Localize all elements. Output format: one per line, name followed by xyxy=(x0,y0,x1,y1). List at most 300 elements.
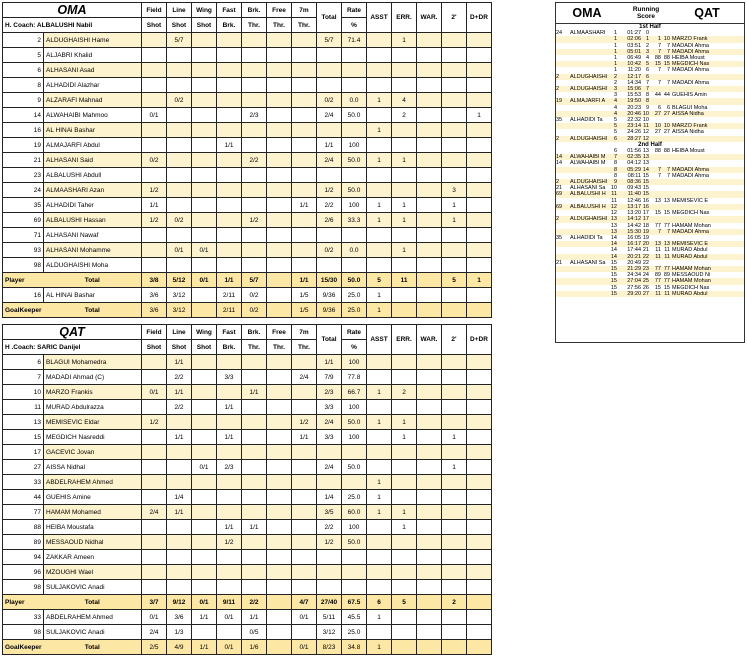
oma-scorer-name: ALMAJARFI A xyxy=(570,98,606,105)
qat-scorer-ref: 1 xyxy=(657,36,661,43)
stat-b xyxy=(242,243,267,258)
total-f: 3/7 xyxy=(142,595,167,610)
stat-wa xyxy=(417,550,442,565)
oma-score: 1 xyxy=(613,36,617,43)
player-number: 19 xyxy=(3,138,44,153)
stat-ft xyxy=(267,198,292,213)
qat-scorer-number: 6 xyxy=(666,104,670,111)
player-name: MESSAOUD Nidhal xyxy=(44,535,142,550)
event-time: 24:26 xyxy=(627,129,641,136)
oma-score: 3 xyxy=(613,92,617,99)
oma-score: 15 xyxy=(610,265,617,272)
oma-score: 15 xyxy=(610,259,617,266)
stat-t: 7/9 xyxy=(317,370,342,385)
qat-score: 11 xyxy=(643,123,649,130)
stat-a xyxy=(367,625,392,640)
oma-score: 1 xyxy=(613,55,617,62)
stat-a xyxy=(367,535,392,550)
stat-f xyxy=(142,490,167,505)
qat-score: 12 xyxy=(642,129,649,136)
stat-w xyxy=(192,505,217,520)
stat-e: 1 xyxy=(392,520,417,535)
qat-scorer-name: MADADI Ahma xyxy=(672,79,709,86)
stat-r xyxy=(342,258,367,273)
oma-scorer-name: ALHASANI Sa xyxy=(570,185,606,192)
stat-l xyxy=(167,460,192,475)
player-number: 21 xyxy=(3,153,44,168)
oma-scorer-number: 14 xyxy=(556,160,563,167)
stat-t xyxy=(317,550,342,565)
player-name: ALBALUSHI Abdull xyxy=(44,168,142,183)
stat-b: 2/3 xyxy=(242,108,267,123)
total-label: Total xyxy=(44,595,142,610)
stat-r xyxy=(342,228,367,243)
qat-scorer-ref: 7 xyxy=(657,166,661,173)
stat-tw: 1 xyxy=(442,213,467,228)
stat-l: 3/12 xyxy=(167,288,192,303)
qat-scorer-name: AISSA Nidha xyxy=(672,110,704,117)
player-number: 9 xyxy=(3,93,44,108)
stat-b xyxy=(242,48,267,63)
oma-scorer-number: 2 xyxy=(556,86,560,93)
oma-scorer-number: 21 xyxy=(556,185,563,192)
stat-r: 100 xyxy=(342,198,367,213)
stat-fb: 1/1 xyxy=(217,400,242,415)
player-name: MADADI Ahmad (C) xyxy=(44,370,142,385)
stat-w xyxy=(192,183,217,198)
total-fb: 2/11 xyxy=(217,303,242,318)
total-w xyxy=(192,303,217,318)
stat-ft xyxy=(267,33,292,48)
stat-b: 1/1 xyxy=(242,610,267,625)
stat-d xyxy=(467,138,492,153)
player-row xyxy=(3,33,492,48)
stat-t: 9/36 xyxy=(317,288,342,303)
stat-ft xyxy=(267,505,292,520)
stat-r: 50.0 xyxy=(342,535,367,550)
stat-s7: 1/1 xyxy=(292,430,317,445)
stat-b xyxy=(242,475,267,490)
coach-name: H .Coach: SARIC Danijel xyxy=(3,340,142,355)
stat-e: 1 xyxy=(392,415,417,430)
stat-b xyxy=(242,183,267,198)
stat-ft xyxy=(267,258,292,273)
stat-t: 2/2 xyxy=(317,198,342,213)
player-number: 71 xyxy=(3,228,44,243)
qat-scorer-ref: 27 xyxy=(654,110,661,117)
stat-f xyxy=(142,445,167,460)
stat-fb: 0/1 xyxy=(217,610,242,625)
player-row xyxy=(3,430,492,445)
total-f: 2/5 xyxy=(142,640,167,655)
stat-fb xyxy=(217,475,242,490)
stat-s7 xyxy=(292,228,317,243)
qat-scorer-number: 27 xyxy=(663,110,670,117)
stat-wa xyxy=(417,490,442,505)
col-header-two: 2' xyxy=(442,325,467,355)
qat-score: 2 xyxy=(645,42,649,49)
player-row xyxy=(3,400,492,415)
stat-r xyxy=(342,565,367,580)
stat-b xyxy=(242,33,267,48)
stat-l: 0/2 xyxy=(167,93,192,108)
total-label: Total xyxy=(44,640,142,655)
stat-ft xyxy=(267,400,292,415)
qat-scorer-number: 13 xyxy=(663,241,670,248)
qat-score: 21 xyxy=(642,247,649,254)
stat-t: 3/3 xyxy=(317,430,342,445)
qat-scorer-ref: 7 xyxy=(657,79,661,86)
stat-ft xyxy=(267,138,292,153)
stat-r: 77.8 xyxy=(342,370,367,385)
stat-wa xyxy=(417,168,442,183)
qat-score: 19 xyxy=(642,234,649,241)
stat-tw xyxy=(442,355,467,370)
stat-w xyxy=(192,625,217,640)
player-number: 13 xyxy=(3,415,44,430)
oma-score: 15 xyxy=(610,272,617,279)
player-name: SULJAKOVIC Anadi xyxy=(44,625,142,640)
oma-score: 1 xyxy=(613,67,617,74)
event-time: 15:30 xyxy=(627,228,641,235)
stat-l xyxy=(167,198,192,213)
stat-l xyxy=(167,535,192,550)
event-time: 11:20 xyxy=(627,67,641,74)
qat-score: 4 xyxy=(645,55,649,62)
qat-scorer-ref: 77 xyxy=(654,278,661,285)
qat-score: 16 xyxy=(642,197,649,204)
player-row xyxy=(3,565,492,580)
player-name: BLAGUI Mohamedra xyxy=(44,355,142,370)
qat-scorer-number: 88 xyxy=(663,148,670,155)
stat-s7 xyxy=(292,213,317,228)
col-header-total: Total xyxy=(317,325,342,355)
qat-score: 7 xyxy=(645,79,649,86)
stat-wa xyxy=(417,78,442,93)
qat-scorer-name: MARZO Frank xyxy=(672,36,708,43)
stat-wa xyxy=(417,93,442,108)
oma-score: 14 xyxy=(610,247,617,254)
stat-s7 xyxy=(292,565,317,580)
total-s7: 1/5 xyxy=(292,303,317,318)
stat-tw xyxy=(442,168,467,183)
stat-e: 1 xyxy=(392,213,417,228)
qat-scorer-number: 7 xyxy=(666,172,670,179)
stat-b xyxy=(242,415,267,430)
stat-l xyxy=(167,138,192,153)
stat-w xyxy=(192,33,217,48)
qat-scorer-ref: 88 xyxy=(654,148,661,155)
stat-l: 1/1 xyxy=(167,385,192,400)
stat-a: 1 xyxy=(367,198,392,213)
total-ft xyxy=(267,273,292,288)
stat-r xyxy=(342,580,367,595)
stat-ft xyxy=(267,108,292,123)
stat-fb xyxy=(217,153,242,168)
stat-d xyxy=(467,385,492,400)
col-subheader-free: Thr. xyxy=(267,18,292,33)
stat-ft xyxy=(267,535,292,550)
oma-score: 8 xyxy=(613,166,617,173)
oma-score: 8 xyxy=(613,160,617,167)
oma-score: 4 xyxy=(613,98,617,105)
event-time: 03:51 xyxy=(627,42,641,49)
total-l: 4/9 xyxy=(167,640,192,655)
stat-r xyxy=(342,123,367,138)
stat-w xyxy=(192,108,217,123)
total-d: 1 xyxy=(467,273,492,288)
col-subheader-wing: Shot xyxy=(192,340,217,355)
event-time: 05:01 xyxy=(627,48,641,55)
stat-a: 1 xyxy=(367,475,392,490)
player-name: MURAD Abdulrazza xyxy=(44,400,142,415)
oma-scorer-name: ALDUGHAISHI xyxy=(570,216,607,223)
stat-d xyxy=(467,445,492,460)
stat-d xyxy=(467,475,492,490)
stat-w: 0/1 xyxy=(192,460,217,475)
qat-score: 14 xyxy=(642,166,649,173)
stat-t xyxy=(317,445,342,460)
qat-scorer-number: 7 xyxy=(666,48,670,55)
col-header-rate: Rate xyxy=(342,325,367,340)
stat-ft xyxy=(267,63,292,78)
stat-fb xyxy=(217,78,242,93)
qat-score: 19 xyxy=(642,228,649,235)
oma-score: 1 xyxy=(613,48,617,55)
oma-score: 12 xyxy=(610,203,617,210)
qat-scorer-ref: 7 xyxy=(657,48,661,55)
stat-r: 50.0 xyxy=(342,460,367,475)
qat-scorer-ref: 7 xyxy=(657,172,661,179)
stat-d xyxy=(467,520,492,535)
player-row xyxy=(3,183,492,198)
col-header-brk: Brk. xyxy=(242,3,267,18)
stat-ft xyxy=(267,93,292,108)
stat-s7 xyxy=(292,385,317,400)
stat-t xyxy=(317,168,342,183)
stat-t: 1/2 xyxy=(317,535,342,550)
stat-d xyxy=(467,535,492,550)
total-w: 0/1 xyxy=(192,273,217,288)
stat-a xyxy=(367,48,392,63)
stat-s7 xyxy=(292,168,317,183)
col-header-rate: Rate xyxy=(342,3,367,18)
stat-fb xyxy=(217,565,242,580)
stat-s7: 1/1 xyxy=(292,198,317,213)
col-subheader-fast: Brk. xyxy=(217,340,242,355)
stat-b xyxy=(242,490,267,505)
stat-s7 xyxy=(292,535,317,550)
qat-scorer-number: 7 xyxy=(666,42,670,49)
stat-e: 1 xyxy=(392,243,417,258)
stat-l xyxy=(167,565,192,580)
qat-scorer-number: 44 xyxy=(663,92,670,99)
total-label: GoalKeeper xyxy=(3,640,44,655)
total-label: Total xyxy=(44,273,142,288)
qat-scorer-name: MURAD Abdul xyxy=(672,253,708,260)
stat-ft xyxy=(267,78,292,93)
oma-score: 12 xyxy=(610,210,617,217)
stat-l xyxy=(167,520,192,535)
qat-score: 22 xyxy=(642,253,649,260)
stat-a: 1 xyxy=(367,415,392,430)
stat-l xyxy=(167,78,192,93)
stat-l xyxy=(167,168,192,183)
stat-r: 0.0 xyxy=(342,243,367,258)
player-number: 35 xyxy=(3,198,44,213)
event-time: 19:50 xyxy=(627,98,641,105)
player-number: 94 xyxy=(3,550,44,565)
col-header-line: Line xyxy=(167,325,192,340)
qat-scorer-number xyxy=(661,136,670,142)
total-t: 9/36 xyxy=(317,303,342,318)
event-time: 10:42 xyxy=(627,61,641,68)
stat-a xyxy=(367,460,392,475)
stat-b: 1/1 xyxy=(242,385,267,400)
event-time: 20:21 xyxy=(627,253,641,260)
stat-b xyxy=(242,445,267,460)
total-s7: 1/1 xyxy=(292,273,317,288)
oma-scorer-number xyxy=(556,291,570,297)
stat-wa xyxy=(417,370,442,385)
stat-tw xyxy=(442,228,467,243)
player-row xyxy=(3,580,492,595)
qat-score: 16 xyxy=(642,203,649,210)
qat-score: 7 xyxy=(645,86,649,93)
stat-f: 0/1 xyxy=(142,385,167,400)
stat-tw: 1 xyxy=(442,430,467,445)
stat-e: 1 xyxy=(392,505,417,520)
stat-d xyxy=(467,258,492,273)
stat-s7 xyxy=(292,33,317,48)
stat-d xyxy=(467,580,492,595)
stat-w xyxy=(192,78,217,93)
qat-scorer-name: MADADI Ahma xyxy=(672,42,709,49)
total-d xyxy=(467,303,492,318)
stat-e xyxy=(392,168,417,183)
stat-fb: 1/1 xyxy=(217,138,242,153)
stat-w xyxy=(192,430,217,445)
qat-score: 26 xyxy=(642,284,649,291)
stat-s7 xyxy=(292,78,317,93)
total-l: 9/12 xyxy=(167,595,192,610)
total-tw xyxy=(442,640,467,655)
stat-wa xyxy=(417,108,442,123)
stat-tw xyxy=(442,475,467,490)
qat-score: 12 xyxy=(642,135,649,142)
stat-e xyxy=(392,475,417,490)
stat-t xyxy=(317,580,342,595)
total-b: 2/2 xyxy=(242,595,267,610)
stat-d xyxy=(467,168,492,183)
stat-t: 1/1 xyxy=(317,138,342,153)
total-e xyxy=(392,640,417,655)
col-header-field: Field xyxy=(142,3,167,18)
stat-t: 3/5 xyxy=(317,505,342,520)
stat-d xyxy=(467,78,492,93)
stat-s7: 1/5 xyxy=(292,288,317,303)
stat-d xyxy=(467,355,492,370)
qat-scorer-ref: 44 xyxy=(654,92,661,99)
stat-r: 50.0 xyxy=(342,153,367,168)
stat-s7 xyxy=(292,153,317,168)
qat-scorer-number: 15 xyxy=(663,61,670,68)
stat-a xyxy=(367,355,392,370)
col-header-err: ERR. xyxy=(392,3,417,33)
stat-t: 1/2 xyxy=(317,183,342,198)
player-row xyxy=(3,153,492,168)
stat-wa xyxy=(417,198,442,213)
stat-d xyxy=(467,228,492,243)
stat-b xyxy=(242,460,267,475)
stat-fb xyxy=(217,445,242,460)
stat-fb: 1/1 xyxy=(217,520,242,535)
stat-e: 1 xyxy=(392,198,417,213)
stat-e xyxy=(392,138,417,153)
stat-b xyxy=(242,505,267,520)
player-name: ALBALUSHI Hassan xyxy=(44,213,142,228)
qat-scorer-ref: 7 xyxy=(657,67,661,74)
stat-f: 1/1 xyxy=(142,198,167,213)
stat-f xyxy=(142,475,167,490)
oma-scorer-number: 24 xyxy=(556,30,563,37)
stat-b xyxy=(242,550,267,565)
qat-scorer-name: MEMISEVIC E xyxy=(672,197,709,204)
stat-ft xyxy=(267,550,292,565)
running-score-events xyxy=(556,24,744,297)
stat-d xyxy=(467,400,492,415)
oma-scorer-number: 14 xyxy=(556,154,563,161)
stat-fb xyxy=(217,33,242,48)
stat-d xyxy=(467,625,492,640)
stat-s7 xyxy=(292,505,317,520)
stat-f xyxy=(142,243,167,258)
stat-wa xyxy=(417,460,442,475)
total-r: 50.0 xyxy=(342,273,367,288)
player-row xyxy=(3,550,492,565)
stat-s7 xyxy=(292,460,317,475)
stat-w xyxy=(192,580,217,595)
stat-w xyxy=(192,400,217,415)
stat-r: 25.0 xyxy=(342,625,367,640)
stat-fb xyxy=(217,93,242,108)
stat-d xyxy=(467,565,492,580)
stat-r: 100 xyxy=(342,138,367,153)
stat-r xyxy=(342,48,367,63)
stat-e xyxy=(392,535,417,550)
stat-d xyxy=(467,123,492,138)
qat-scorer-name: MADADI Ahma xyxy=(672,166,709,173)
total-wa xyxy=(417,640,442,655)
player-name: MARZO Frankis xyxy=(44,385,142,400)
player-row xyxy=(3,370,492,385)
oma-scorer-name: ALHADIDI Ta xyxy=(570,234,603,241)
col-header-wing: Wing xyxy=(192,325,217,340)
col-subheader-line: Shot xyxy=(167,18,192,33)
oma-score: 13 xyxy=(610,228,617,235)
stat-d xyxy=(467,505,492,520)
stat-wa xyxy=(417,385,442,400)
event-time: 15:06 xyxy=(627,86,641,93)
stat-s7 xyxy=(292,550,317,565)
player-name: ALHASANI Said xyxy=(44,153,142,168)
player-name: ZAKKAR Ameen xyxy=(44,550,142,565)
qat-score: 25 xyxy=(642,278,649,285)
player-row xyxy=(3,385,492,400)
qat-scorer-number: 10 xyxy=(663,36,670,43)
stat-t xyxy=(317,258,342,273)
stat-s7 xyxy=(292,490,317,505)
